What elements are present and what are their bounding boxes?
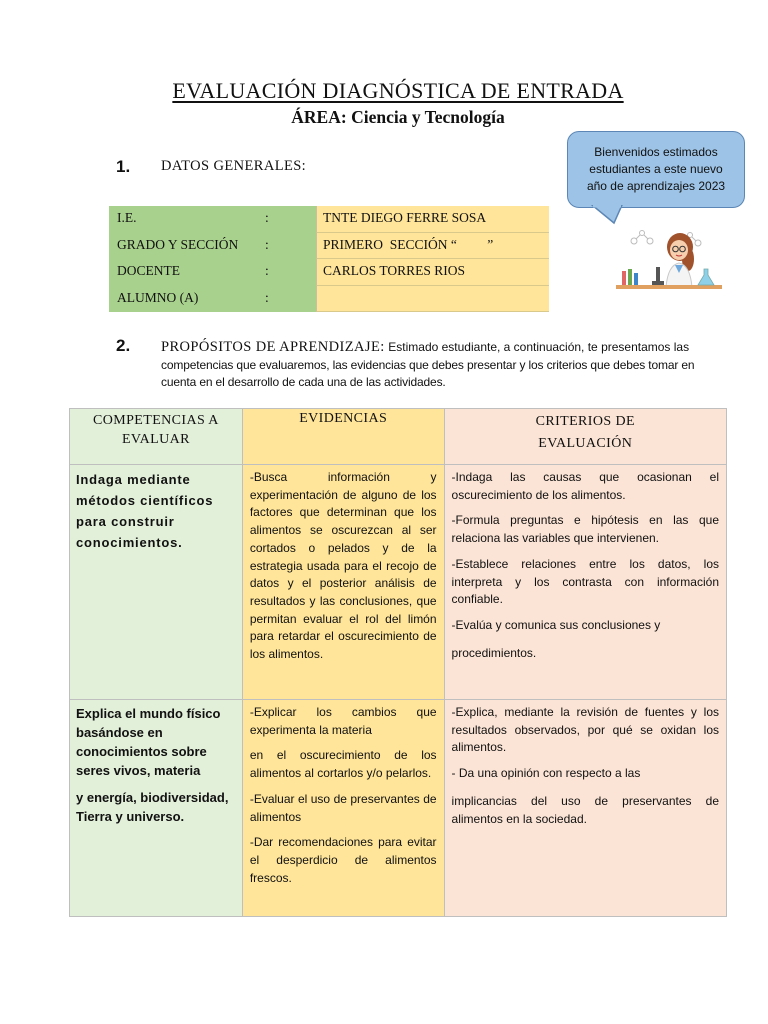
evidence-text: -Dar recomendaciones para evitar el desperdicio de alimentos frescos. [249, 835, 437, 885]
competency-line: para construir [76, 514, 175, 529]
bubble-line: Bienvenidos estimados [594, 145, 718, 159]
field-label: ALUMNO (A) [117, 289, 199, 305]
header-competencies [70, 409, 243, 465]
competency-line: métodos científicos [76, 493, 214, 508]
field-value: TNTE DIEGO FERRE SOSA [316, 206, 549, 233]
header-text: EVIDENCIAS [299, 411, 388, 426]
table-header-row [70, 409, 727, 465]
section2-intro-continued [161, 357, 694, 391]
competency-line: Explica el mundo físico basándose en conocimientos sobre seres vivos, materia [76, 706, 221, 778]
evidence-text: -Explicar los cambios que experimenta la materia [249, 705, 437, 737]
evidence-cell [242, 700, 444, 917]
competency-line: y energía, biodiversidad, Tierra y universo. [76, 790, 229, 824]
table-row [70, 700, 727, 917]
header-evidence [242, 409, 444, 465]
criteria-text: -Establece relaciones entre los datos, los interpreta y los contrasta con información confiable. [451, 556, 719, 607]
welcome-speech-bubble [567, 131, 745, 208]
section1-title: DATOS GENERALES: [161, 158, 307, 174]
competency-line: Indaga mediante [76, 472, 191, 487]
scientist-illustration [612, 225, 724, 295]
field-separator: : [265, 289, 269, 305]
learning-purposes-table [69, 408, 727, 917]
field-value: PRIMERO SECCIÓN “ ” [316, 233, 549, 260]
header-criteria [444, 409, 726, 465]
field-label: DOCENTE [117, 263, 180, 278]
general-data-row [109, 259, 549, 286]
criteria-text: -Explica, mediante la revisión de fuentes y los resultados observados, por qué se oxidan los alimentos. [451, 705, 719, 755]
competency-cell [70, 700, 243, 917]
general-data-row [109, 233, 549, 260]
bubble-tail [590, 205, 630, 227]
evidence-text: -Busca información y experimentación de alguno de los factores que determinan que los alimentos se oscurezcan al ser cortados o pelados y de la estrategia usada para el recojo de datos y el posterior análisis de resultados y las conclusiones, que permitan evaluar el rol del limón para retardar el oscurecimiento de los alimentos. [249, 470, 437, 662]
criteria-cell [444, 465, 726, 700]
field-separator: : [265, 236, 269, 252]
criteria-text: -Indaga las causas que ocasionan el oscurecimiento de los alimentos. [451, 470, 719, 502]
evidence-cell [242, 465, 444, 700]
evidence-text: -Evaluar el uso de preservantes de alimentos [249, 791, 437, 824]
criteria-text: implicancias del uso de preservantes de alimentos en la sociedad. [451, 793, 719, 826]
section2-heading [161, 338, 721, 356]
table-row [70, 465, 727, 700]
intro-line: competencias que evaluaremos, las evidencias que debes presentar y los criterios que debes tomar en [161, 358, 695, 372]
evidence-text: en el oscurecimiento de los alimentos al cortarlos y/o pelarlos. [249, 748, 437, 781]
field-separator: : [265, 263, 269, 278]
section2-intro: Estimado estudiante, a continuación, te presentamos las [388, 340, 690, 354]
field-label: I.E. [117, 210, 137, 225]
document-title: EVALUACIÓN DIAGNÓSTICA DE ENTRADA [172, 78, 624, 103]
document-subtitle: ÁREA: Ciencia y Tecnología [291, 107, 505, 127]
header-text: EVALUACIÓN [538, 436, 633, 451]
header-text: COMPETENCIAS A [93, 413, 219, 428]
general-data-row [109, 206, 549, 233]
section2-number: 2. [116, 336, 131, 355]
criteria-text: -Evalúa y comunica sus conclusiones y [451, 617, 661, 632]
section1-number: 1. [116, 157, 131, 176]
criteria-text: - Da una opinión con respecto a las [451, 766, 641, 781]
intro-line: cuenta en el desarrollo de cada una de las actividades. [161, 375, 446, 389]
criteria-text: -Formula preguntas e hipótesis en las que relaciona las variables que intervienen. [451, 513, 719, 546]
bubble-line: estudiantes a este nuevo [589, 162, 723, 176]
section2-title: PROPÓSITOS DE APRENDIZAJE: [161, 339, 385, 355]
general-data-table [109, 206, 549, 312]
field-separator: : [265, 210, 269, 225]
student-name-field[interactable] [316, 286, 549, 313]
competency-cell [70, 465, 243, 700]
field-value: CARLOS TORRES RIOS [316, 259, 549, 286]
bubble-line: año de aprendizajes 2023 [586, 179, 726, 193]
field-label: GRADO Y SECCIÓN [117, 236, 239, 252]
criteria-text: procedimientos. [451, 645, 537, 660]
general-data-row [109, 286, 549, 313]
criteria-cell [444, 700, 726, 917]
header-text: EVALUAR [121, 432, 190, 447]
header-text: CRITERIOS DE [535, 414, 635, 429]
competency-line: conocimientos. [76, 535, 183, 550]
